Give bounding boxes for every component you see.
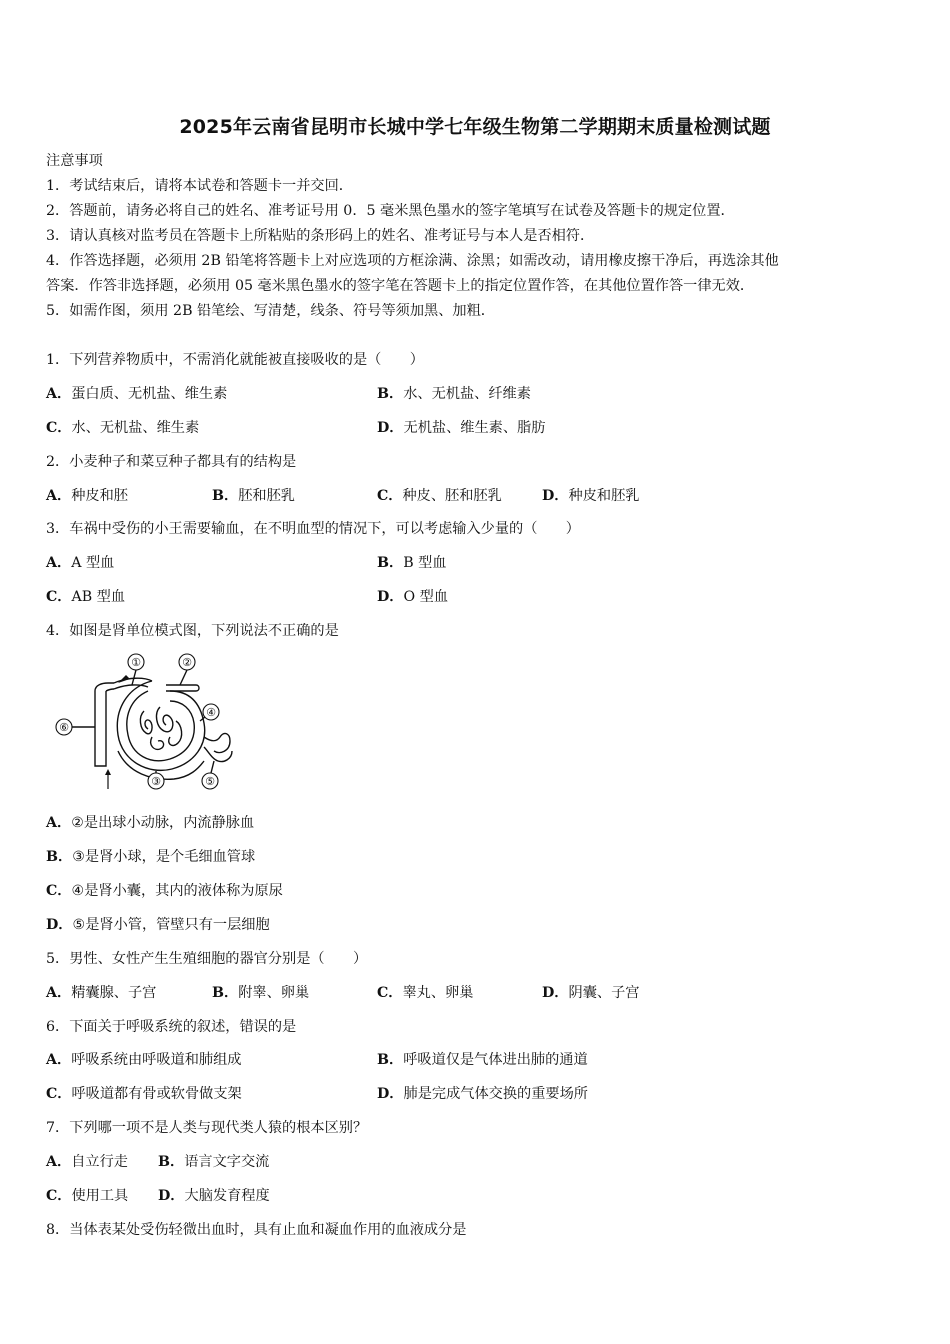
option-d: D．大脑发育程度 (158, 1188, 270, 1204)
option-a: A．自立行走 (46, 1154, 128, 1170)
notice-heading: 注意事项 (46, 153, 103, 169)
notice-item: 1．考试结束后，请将本试卷和答题卡一并交回． (46, 178, 353, 194)
notice-item: 2．答题前，请务必将自己的姓名、准考证号用 0．5 毫米黑色墨水的签字笔填写在试卷及答题卡的规定位置． (46, 203, 735, 219)
option-b: B．呼吸道仅是气体进出肺的通道 (377, 1052, 588, 1068)
label-2: ② (182, 656, 192, 669)
option-a: A．种皮和胚 (46, 488, 128, 504)
option-a: A．呼吸系统由呼吸道和肺组成 (46, 1052, 242, 1068)
label-6: ⑥ (59, 721, 69, 734)
option-d: D．O 型血 (377, 589, 449, 605)
option-c: C．睾丸、卵巢 (377, 985, 474, 1001)
notice-item: 答案．作答非选择题，必须用 05 毫米黑色墨水的签字笔在答题卡上的指定位置作答，在其他位置作答一律无效． (46, 278, 755, 294)
question-stem: 4．如图是肾单位模式图，下列说法不正确的是 (46, 623, 339, 639)
option-a: A．精囊腺、子宫 (46, 985, 157, 1001)
option-d: D．阴囊、子宫 (542, 985, 640, 1001)
notice-item: 5．如需作图，须用 2B 铅笔绘、写清楚，线条、符号等须加黑、加粗． (46, 303, 495, 319)
notice-item: 3．请认真核对监考员在答题卡上所粘贴的条形码上的姓名、准考证号与本人是否相符． (46, 228, 595, 244)
option-d: D．种皮和胚乳 (542, 488, 640, 504)
nephron-diagram (48, 651, 238, 793)
option-d: D．⑤是肾小管，管壁只有一层细胞 (46, 917, 270, 933)
option-a: A．A 型血 (46, 555, 115, 571)
question-stem: 7．下列哪一项不是人类与现代类人猿的根本区别？ (46, 1120, 368, 1136)
option-c: C．水、无机盐、维生素 (46, 420, 200, 436)
question-stem: 6．下面关于呼吸系统的叙述，错误的是 (46, 1019, 297, 1035)
question-stem: 3．车祸中受伤的小王需要输血，在不明血型的情况下，可以考虑输入少量的（ ） (46, 521, 580, 537)
label-1: ① (131, 656, 141, 669)
question-stem: 2．小麦种子和菜豆种子都具有的结构是 (46, 454, 297, 470)
option-d: D．肺是完成气体交换的重要场所 (377, 1086, 588, 1102)
label-4: ④ (206, 706, 216, 719)
question-stem: 1．下列营养物质中，不需消化就能被直接吸收的是（ ） (46, 352, 424, 368)
question-stem: 8．当体表某处受伤轻微出血时，具有止血和凝血作用的血液成分是 (46, 1222, 467, 1238)
option-c: C．④是肾小囊，其内的液体称为原尿 (46, 883, 283, 899)
option-a: A．②是出球小动脉，内流静脉血 (46, 815, 255, 831)
notice-item: 4．作答选择题，必须用 2B 铅笔将答题卡上对应选项的方框涂满、涂黑；如需改动，请用橡皮擦干净后，再选涂其他 (46, 253, 779, 269)
option-c: C．AB 型血 (46, 589, 126, 605)
option-b: B．B 型血 (377, 555, 447, 571)
option-b: B．胚和胚乳 (212, 488, 295, 504)
question-stem: 5．男性、女性产生生殖细胞的器官分别是（ ） (46, 951, 368, 967)
label-3: ③ (151, 775, 161, 788)
option-c: C．使用工具 (46, 1188, 129, 1204)
option-c: C．呼吸道都有骨或软骨做支架 (46, 1086, 242, 1102)
option-b: B．语言文字交流 (158, 1154, 270, 1170)
option-b: B．附睾、卵巢 (212, 985, 310, 1001)
option-c: C．种皮、胚和胚乳 (377, 488, 502, 504)
option-d: D．无机盐、维生素、脂肪 (377, 420, 546, 436)
option-a: A．蛋白质、无机盐、维生素 (46, 386, 228, 402)
label-5: ⑤ (205, 775, 215, 788)
page-title: 2025年云南省昆明市长城中学七年级生物第二学期期末质量检测试题 (179, 116, 771, 138)
option-b: B．水、无机盐、纤维素 (377, 386, 531, 402)
option-b: B．③是肾小球，是个毛细血管球 (46, 849, 256, 865)
